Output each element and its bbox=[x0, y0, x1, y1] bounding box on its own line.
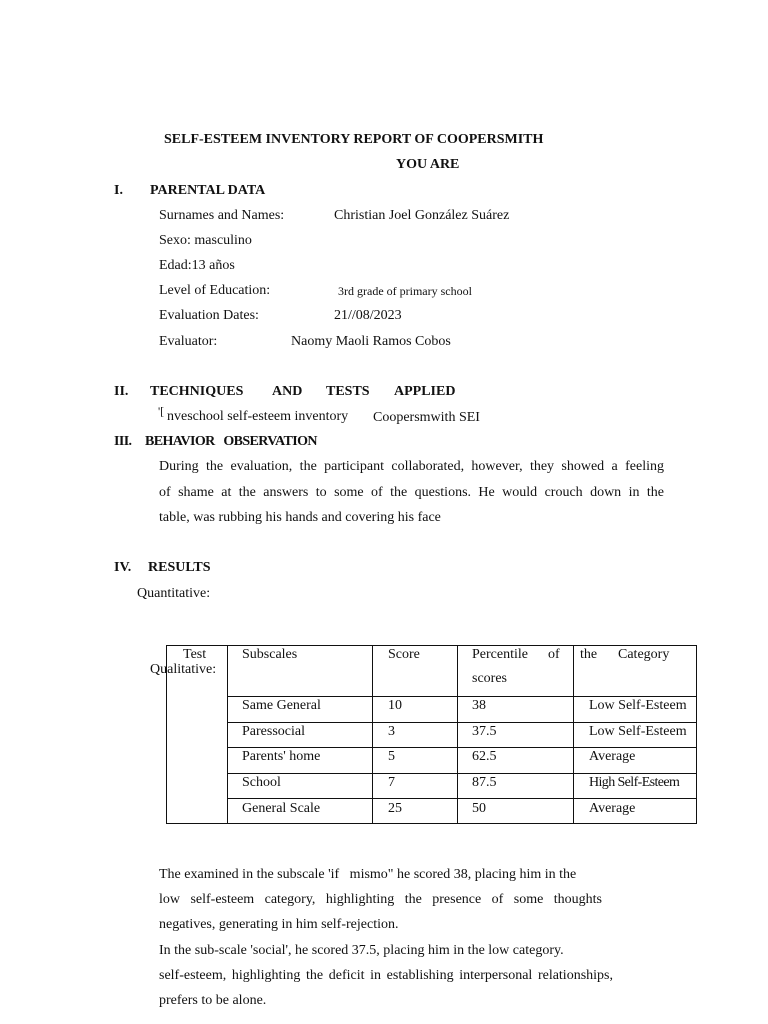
table-col-rule-2 bbox=[372, 645, 373, 824]
table-col-rule-1 bbox=[227, 645, 228, 824]
row-5-percentile: 50 bbox=[472, 801, 486, 816]
header-test: Test bbox=[183, 647, 207, 662]
report-subtitle: YOU ARE bbox=[396, 157, 460, 172]
field-value-education: 3rd grade of primary school bbox=[338, 284, 472, 298]
field-label-dates: Evaluation Dates: bbox=[159, 308, 259, 323]
section-3-numeral: III. bbox=[114, 434, 132, 449]
row-4-category: High Self-Esteem bbox=[589, 775, 680, 790]
interpretation-line-2: low self-esteem category, highlighting the presence of some thoughts bbox=[159, 892, 602, 907]
field-label-names: Surnames and Names: bbox=[159, 208, 285, 223]
section-4-heading: RESULTS bbox=[148, 560, 211, 575]
table-border-right bbox=[696, 645, 697, 824]
interpretation-line-4: In the sub-scale 'social', he scored 37.5, placing him in the low category. bbox=[159, 943, 564, 958]
row-1-subscale: Same General bbox=[242, 698, 321, 713]
bullet-mark: '[ bbox=[158, 404, 165, 418]
row-2-percentile: 37.5 bbox=[472, 724, 497, 739]
technique-item: nveschool self-esteem inventory bbox=[167, 409, 349, 424]
qualitative-label: Qualitative: bbox=[150, 662, 217, 677]
table-rule-bottom bbox=[166, 823, 697, 824]
header-category: Category bbox=[618, 647, 670, 662]
section-2-numeral: II. bbox=[114, 384, 129, 399]
row-1-percentile: 38 bbox=[472, 698, 486, 713]
section-2-heading-word-4: APPLIED bbox=[394, 384, 456, 399]
interpretation-line-1: The examined in the subscale 'if mismo" he scored 38, placing him in the bbox=[159, 867, 577, 882]
table-col-rule-3 bbox=[457, 645, 458, 824]
interpretation-line-5: self-esteem, highlighting the deficit in establishing interpersonal relationships, bbox=[159, 968, 613, 983]
table-col-rule-4 bbox=[573, 645, 574, 824]
section-3-heading: BEHAVIOR OBSERVATION bbox=[145, 434, 317, 449]
row-3-percentile: 62.5 bbox=[472, 749, 497, 764]
header-percentile-of: of bbox=[548, 647, 560, 662]
row-2-subscale: Paressocial bbox=[242, 724, 305, 739]
section-2-heading-word-2: AND bbox=[272, 384, 303, 399]
section-1-heading: PARENTAL DATA bbox=[150, 183, 266, 198]
quantitative-label: Quantitative: bbox=[137, 586, 211, 601]
row-2-category: Low Self-Esteem bbox=[589, 724, 687, 739]
row-3-score: 5 bbox=[388, 749, 395, 764]
row-4-percentile: 87.5 bbox=[472, 775, 497, 790]
field-age: Edad:13 años bbox=[159, 258, 235, 273]
observation-line-2: of shame at the answers to some of the questions. He would crouch down in the bbox=[159, 485, 664, 500]
field-value-evaluator: Naomy Maoli Ramos Cobos bbox=[291, 334, 451, 349]
row-5-subscale: General Scale bbox=[242, 801, 321, 816]
field-value-dates: 21//08/2023 bbox=[334, 308, 402, 323]
field-value-names: Christian Joel González Suárez bbox=[334, 208, 510, 223]
section-1-numeral: I. bbox=[114, 183, 123, 198]
row-1-score: 10 bbox=[388, 698, 402, 713]
header-percentile-scores: scores bbox=[472, 671, 507, 686]
row-5-category: Average bbox=[589, 801, 636, 816]
header-percentile: Percentile bbox=[472, 647, 528, 662]
row-1-category: Low Self-Esteem bbox=[589, 698, 687, 713]
section-4-numeral: IV. bbox=[114, 560, 132, 575]
section-2-heading-word-3: TESTS bbox=[326, 384, 370, 399]
report-title: SELF-ESTEEM INVENTORY REPORT OF COOPERSMITH bbox=[164, 132, 544, 147]
row-5-score: 25 bbox=[388, 801, 402, 816]
row-2-score: 3 bbox=[388, 724, 395, 739]
observation-line-3: table, was rubbing his hands and covering his face bbox=[159, 510, 441, 525]
technique-item-value: Coopersmwith SEI bbox=[373, 410, 480, 425]
row-4-score: 7 bbox=[388, 775, 395, 790]
header-category-the: the bbox=[580, 647, 598, 662]
field-label-education: Level of Education: bbox=[159, 283, 271, 298]
table-rule-row-4 bbox=[227, 798, 697, 799]
row-3-subscale: Parents' home bbox=[242, 749, 321, 764]
field-label-evaluator: Evaluator: bbox=[159, 334, 218, 349]
interpretation-line-3: negatives, generating in him self-rejection. bbox=[159, 917, 399, 932]
observation-line-1: During the evaluation, the participant collaborated, however, they showed a feeling bbox=[159, 459, 664, 474]
header-score: Score bbox=[388, 647, 420, 662]
results-table bbox=[166, 645, 697, 824]
row-4-subscale: School bbox=[242, 775, 281, 790]
field-sex: Sexo: masculino bbox=[159, 233, 252, 248]
row-3-category: Average bbox=[589, 749, 636, 764]
header-subscales: Subscales bbox=[242, 647, 298, 662]
interpretation-line-6: prefers to be alone. bbox=[159, 993, 267, 1008]
section-2-heading-word-1: TECHNIQUES bbox=[150, 384, 244, 399]
